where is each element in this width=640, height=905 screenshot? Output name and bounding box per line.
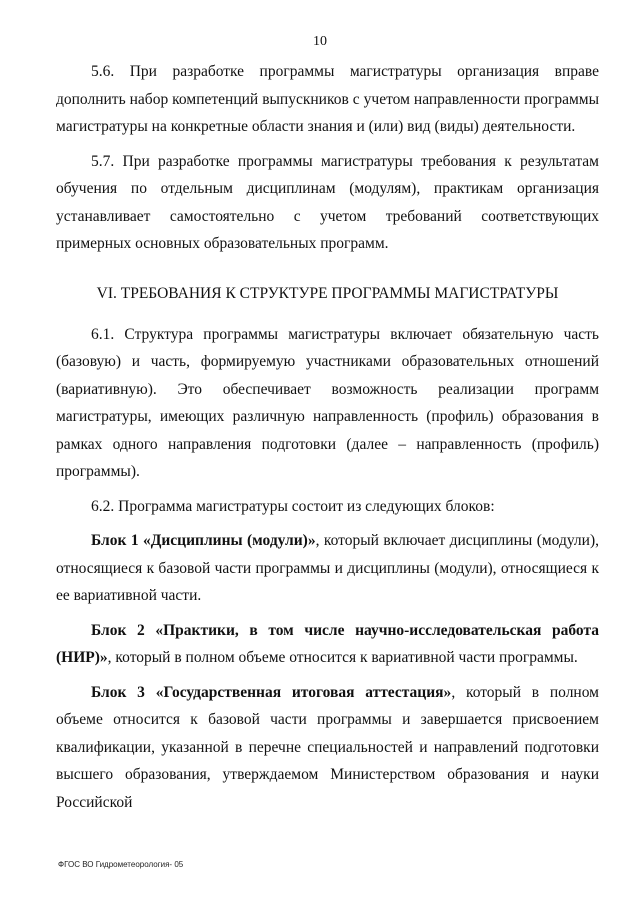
paragraph-block-1 [56,527,599,610]
block-1-text: , который включает дисциплины (модули), относящиеся к базовой части программы и дисциплины (модули), относящиеся к ее вариативной части. [56,532,599,604]
block-3-title: Блок 3 «Государственная итоговая аттестация» [91,683,452,701]
paragraph-5-6: 5.6. При разработке программы магистратуры организация вправе дополнить набор компетенций выпускников с учетом направленности программы магистратуры на конкретные области знания и (или) вид (виды) деятельности. [56,63,599,135]
document-body [56,58,599,823]
block-2-text: , который в полном объеме относится к вариативной части программы. [107,649,578,666]
block-3-text: , который в полном объеме относится к базовой части программы и завершается присвоением квалификации, указанной в перечне специальностей и направлений подготовки высшего образования, утверждаемом Министерством образования и науки Российской [56,683,599,811]
page-number: 10 [313,34,327,49]
paragraph-block-3 [56,679,599,817]
paragraph-block-2 [56,617,599,672]
footer-doc-code: ФГОС ВО Гидрометеорология- 05 [58,860,184,869]
section-title: VI. ТРЕБОВАНИЯ К СТРУКТУРЕ ПРОГРАММЫ МАГИСТРАТУРЫ [96,284,559,302]
paragraph-5-7: 5.7. При разработке программы магистратуры требования к результатам обучения по отдельным дисциплинам (модулям), практикам организация устанавливает самостоятельно с учетом требований соответствующих примерных основных образовательных программ. [56,152,599,252]
block-1-title: Блок 1 «Дисциплины (модули)» [91,532,316,549]
paragraph-6-1: 6.1. Структура программы магистратуры включает обязательную часть (базовую) и часть, формируемую участниками образовательных отношений (вариативную). Это обеспечивает возможность реализации программ магистратуры, имеющих различную направленность (профиль) образования в рамках одного направления подготовки (далее – направленность (профиль) программы). [56,325,599,480]
paragraph-6-2: 6.2. Программа магистратуры состоит из следующих блоков: [91,497,495,515]
block-2-title: Блок 2 «Практики, в том числе научно-исследовательская работа (НИР)» [56,621,599,666]
